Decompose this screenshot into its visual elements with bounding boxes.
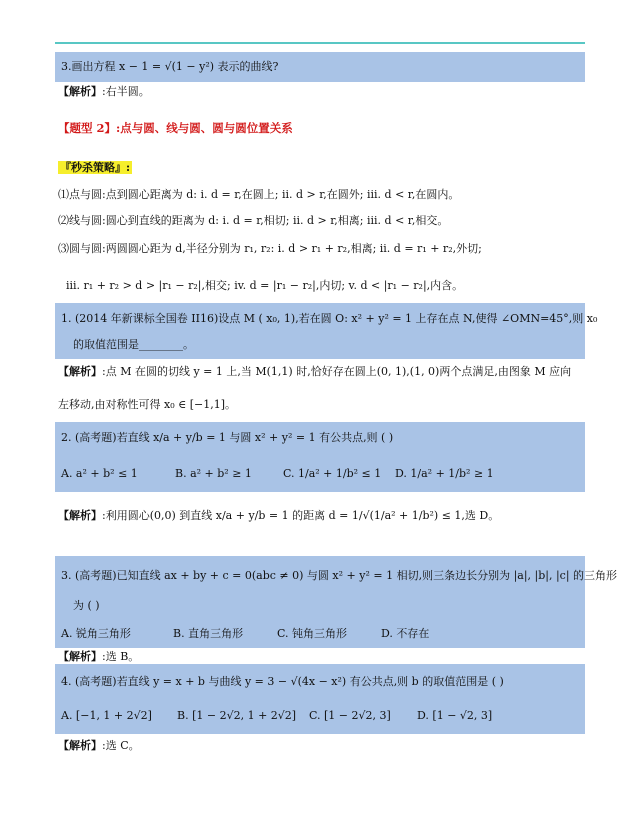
strategy-line-2: ⑵线与圆:圆心到直线的距离为 d: i. d = r,相切; ii. d > r,相离; iii. d < r,相交。 — [58, 214, 449, 227]
option-c: C. 钝角三角形 — [277, 627, 348, 640]
question-4-stem: 4. (高考题)若直线 y = x + b 与曲线 y = 3 − √(4x − x²) 有公共点,则 b 的取值范围是 ( ) — [61, 675, 504, 688]
analysis-4-row — [58, 738, 140, 754]
question-1-line-1: 1. (2014 年新课标全国卷 II16)设点 M ( x₀, 1),若在圆 O: x² + y² = 1 上存在点 N,使得 ∠OMN=45°,则 x₀ — [61, 312, 598, 325]
analysis-2-row — [58, 508, 499, 524]
analysis-label: 【解析】 — [58, 509, 102, 522]
section-title: 【题型 2】:点与圆、线与圆、圆与圆位置关系 — [58, 121, 293, 135]
question-1-line-2: 的取值范围是________。 — [73, 338, 194, 351]
question-box-4 — [55, 664, 585, 734]
analysis-label: 【解析】 — [58, 739, 102, 752]
option-d: D. [1 − √2, 3] — [417, 709, 493, 722]
analysis-1-row-2: 左移动,由对称性可得 x₀ ∈ [−1,1]。 — [58, 398, 237, 411]
analysis-3-row — [58, 649, 139, 665]
option-c: C. 1/a² + 1/b² ≤ 1 — [283, 467, 382, 480]
question-2-stem: 2. (高考题)若直线 x/a + y/b = 1 与圆 x² + y² = 1 有公共点,则 ( ) — [61, 431, 394, 444]
analysis-label: 【解析】 — [58, 650, 102, 663]
strategy-line-1: ⑴点与圆:点到圆心距离为 d: i. d = r,在圆上; ii. d > r,在圆外; iii. d < r,在圆内。 — [58, 188, 460, 201]
question-text: 3.画出方程 x − 1 = √(1 − y²) 表示的曲线? — [61, 60, 279, 73]
analysis-row — [58, 84, 150, 100]
option-d: D. 1/a² + 1/b² ≥ 1 — [395, 467, 494, 480]
question-box-circle-curve — [55, 52, 585, 82]
question-3-line-2: 为 ( ) — [73, 599, 100, 612]
top-rule — [55, 42, 585, 44]
analysis-label: 【解析】 — [58, 85, 102, 98]
strategy-line-4: iii. r₁ + r₂ > d > |r₁ − r₂|,相交; iv. d = |r₁ − r₂|,内切; v. d < |r₁ − r₂|,内含。 — [66, 279, 464, 292]
analysis-text: :点 M 在圆的切线 y = 1 上,当 M(1,1) 时,恰好存在圆上(0, 1),(1, 0)两个点满足,由图象 M 应向 — [102, 365, 572, 378]
option-b: B. [1 − 2√2, 1 + 2√2] — [177, 709, 297, 722]
option-a: A. [−1, 1 + 2√2] — [61, 709, 152, 722]
option-b: B. 直角三角形 — [173, 627, 244, 640]
analysis-text: :选 B。 — [102, 650, 140, 663]
option-b: B. a² + b² ≥ 1 — [175, 467, 252, 480]
question-box-2 — [55, 422, 585, 492]
analysis-text: :利用圆心(0,0) 到直线 x/a + y/b = 1 的距离 d = 1/√(1/a² + 1/b²) ≤ 1,选 D。 — [102, 509, 500, 522]
option-a: A. a² + b² ≤ 1 — [61, 467, 138, 480]
option-c: C. [1 − 2√2, 3] — [309, 709, 391, 722]
analysis-label: 【解析】 — [58, 365, 102, 378]
strategy-line-3: ⑶圆与圆:两圆圆心距为 d,半径分别为 r₁, r₂: i. d > r₁ + r₂,相离; ii. d = r₁ + r₂,外切; — [58, 242, 482, 255]
option-d: D. 不存在 — [381, 627, 430, 640]
strategy-label: 『秒杀策略』: — [60, 161, 131, 174]
strategy-label-row — [58, 160, 132, 176]
analysis-text: :选 C。 — [102, 739, 140, 752]
option-a: A. 锐角三角形 — [61, 627, 131, 640]
analysis-text: :右半圆。 — [102, 85, 150, 98]
question-box-1 — [55, 303, 598, 359]
question-3-line-1: 3. (高考题)已知直线 ax + by + c = 0(abc ≠ 0) 与圆 x² + y² = 1 相切,则三条边长分别为 |a|, |b|, |c| 的三角形 — [61, 569, 618, 582]
analysis-1-row-1 — [58, 364, 571, 380]
question-box-3 — [55, 556, 618, 648]
